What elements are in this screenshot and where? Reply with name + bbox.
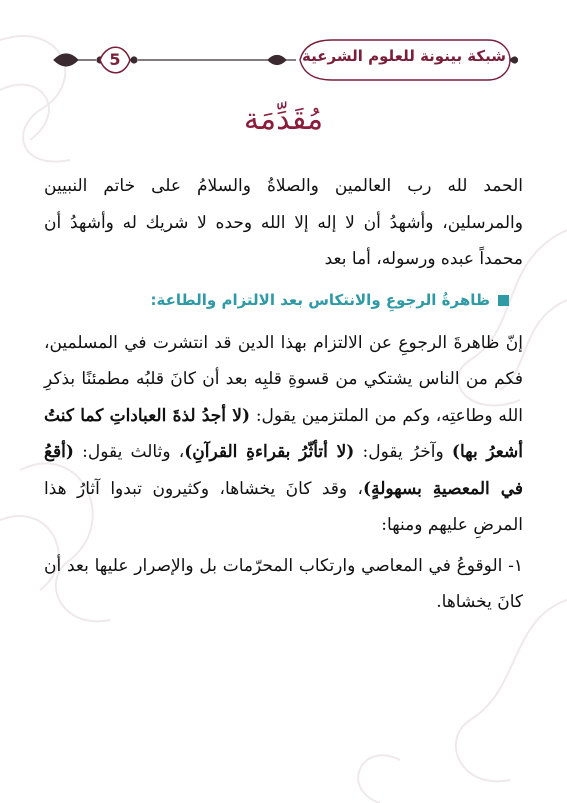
page-header	[48, 36, 518, 84]
section-heading-text: ظاهرةُ الرجوعِ والانتكاس بعد الالتزام والطاعة:	[150, 290, 490, 309]
chapter-title: مُقَدِّمَة	[243, 102, 324, 137]
square-bullet-icon	[498, 295, 509, 306]
body-text: ، وقد كانَ يخشاها، وكثيرون تبدوا آثارُ هذا المرضِ عليهم ومنها:	[44, 478, 523, 535]
section-heading	[44, 285, 523, 315]
quote-text: (لا أتأثّرُ بقراءةِ القرآنِ)	[184, 442, 355, 462]
body-text: وآخرُ يقول:	[354, 442, 452, 462]
list-item: ١- الوقوعُ في المعاصي وارتكاب المحرّمات بل والإصرار عليها بعد أن كانَ يخشاها.	[44, 555, 523, 612]
body-paragraph	[44, 325, 523, 544]
body-text: إنّ ظاهرةَ الرجوعِ عن الالتزام بهذا الدين قد انتشرت في المسلمين، فكم من الناس يشتكي من قسوةِ قلبِه بعد أن كانَ قلبُه مطمئنًا بذكرِ الله وطاعتِه، وكم من الملتزمين يقول:	[44, 332, 523, 426]
body-text: ، وثالث يقول:	[73, 442, 185, 462]
quote-text: (أقعُ في المعصيةِ بسهولةٍ)	[44, 442, 523, 499]
page-content	[44, 168, 523, 621]
page-number: 5	[109, 50, 121, 69]
quote-text: (لا أجدُ لذةَ العباداتِ كما كنتُ أشعرُ بها)	[44, 405, 523, 462]
site-name: شبكة بينونة للعلوم الشرعية	[302, 47, 506, 65]
intro-paragraph: الحمد لله رب العالمين والصلاةُ والسلامُ على خاتم النبيين والمرسلين، وأشهدُ أن لا إله إلا الله وحده لا شريك له وأشهدُ أن محمداً عبده ورسوله، أما بعد	[44, 176, 523, 269]
